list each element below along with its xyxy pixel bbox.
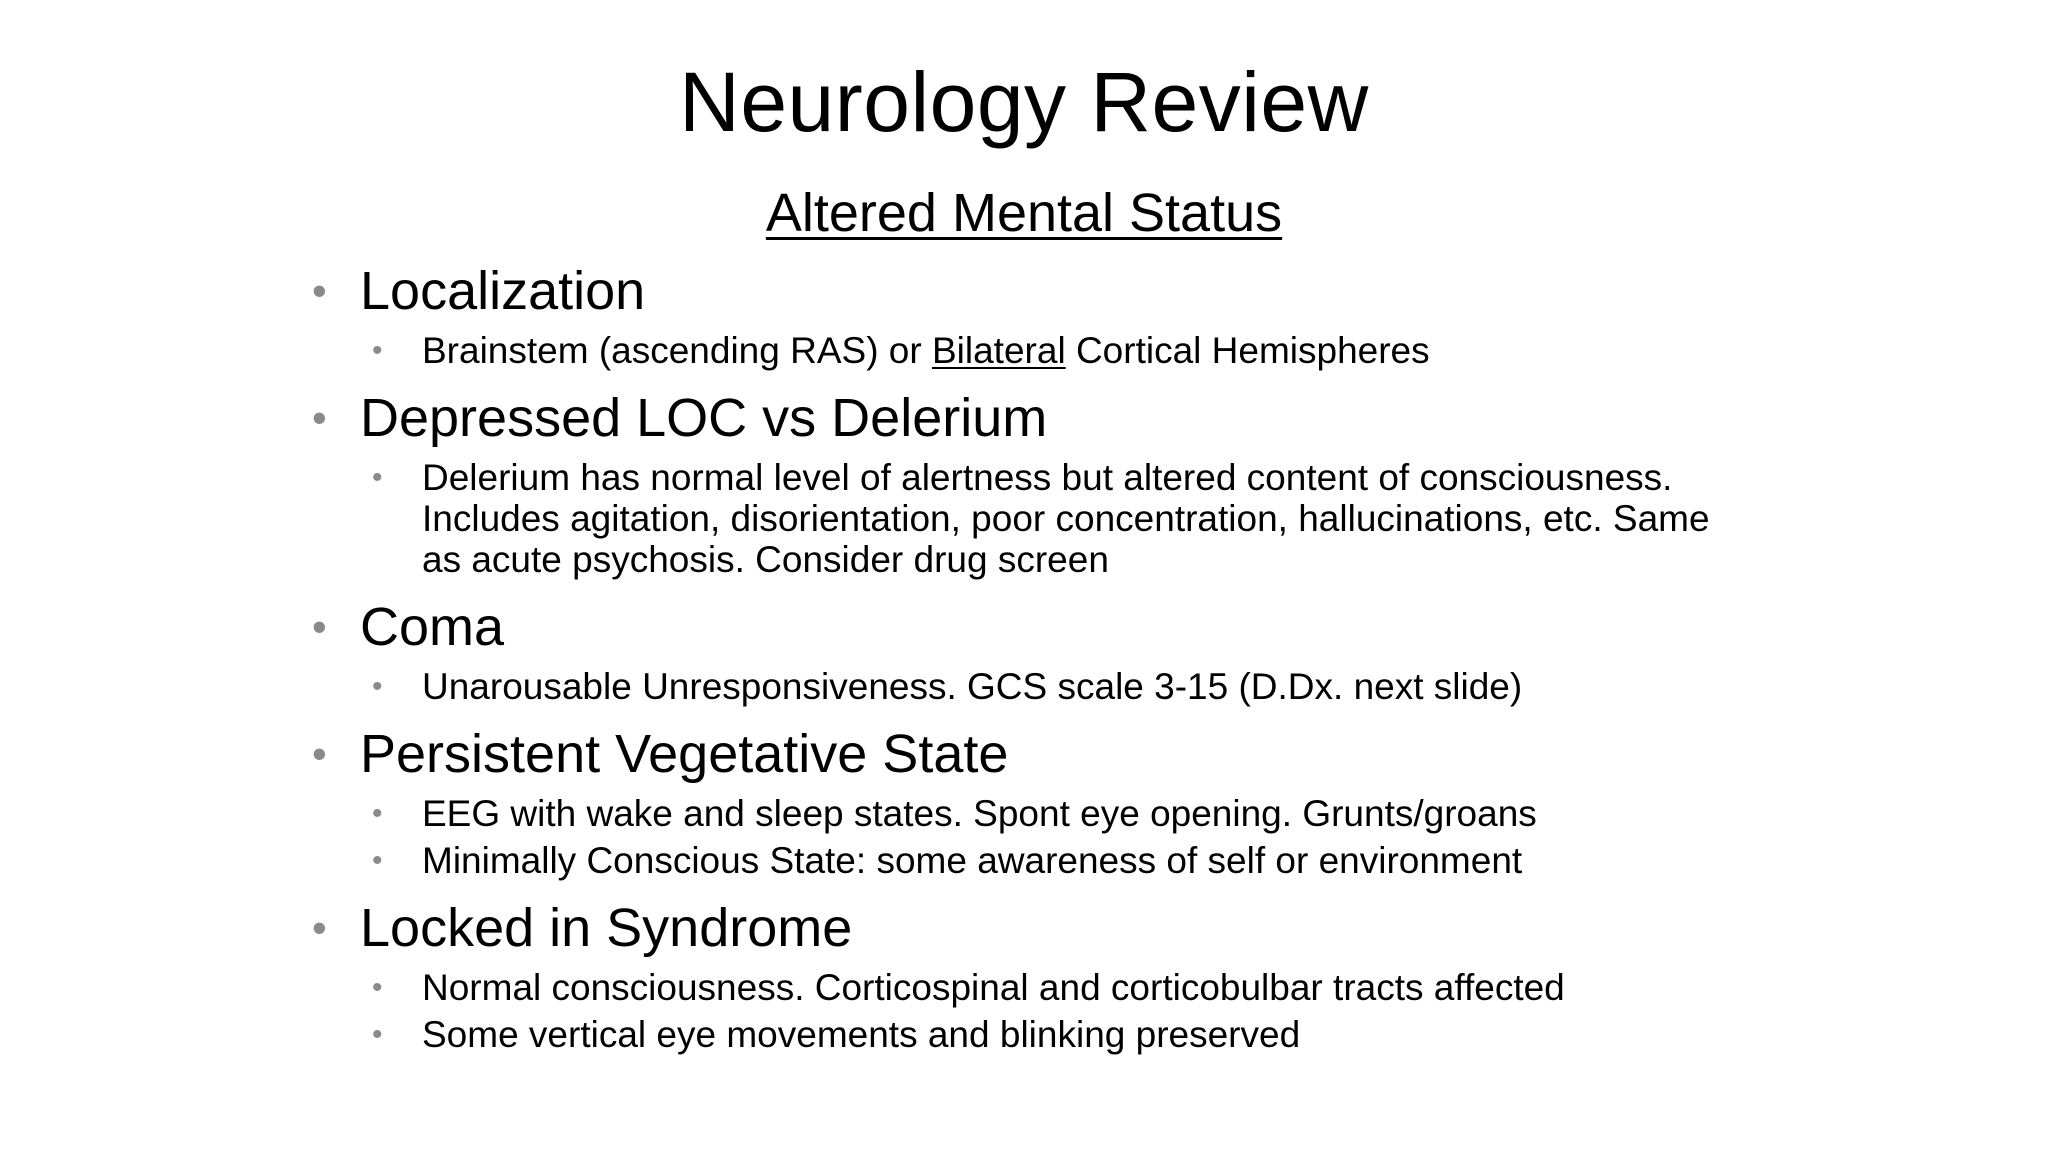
bullet-icon: • bbox=[312, 603, 327, 650]
list-item-text: EEG with wake and sleep states. Spont eye opening. Grunts/groans bbox=[422, 793, 1537, 834]
list-item-text: Minimally Conscious State: some awareness of self or environment bbox=[422, 840, 1523, 881]
section-coma bbox=[312, 594, 1752, 660]
section-heading: Coma bbox=[360, 597, 505, 657]
section-depressed-loc bbox=[312, 385, 1752, 451]
list-item bbox=[312, 793, 1752, 834]
list-item-text: Unarousable Unresponsiveness. GCS scale 3-15 (D.Dx. next slide) bbox=[422, 666, 1523, 707]
list-item bbox=[312, 330, 1752, 371]
section-locked-in-syndrome bbox=[312, 895, 1752, 961]
bullet-icon: • bbox=[372, 844, 383, 877]
bullet-icon: • bbox=[372, 971, 383, 1004]
bullet-icon: • bbox=[312, 394, 327, 441]
slide-title: Neurology Review bbox=[679, 55, 1369, 149]
list-item-text: Normal consciousness. Corticospinal and corticobulbar tracts affected bbox=[422, 967, 1565, 1008]
bullet-icon: • bbox=[312, 730, 327, 777]
section-heading: Persistent Vegetative State bbox=[360, 724, 1009, 784]
section-localization bbox=[312, 258, 1752, 324]
bullet-icon: • bbox=[372, 797, 383, 830]
list-item bbox=[312, 967, 1752, 1008]
slide-subtitle: Altered Mental Status bbox=[765, 183, 1283, 243]
list-item bbox=[312, 457, 1752, 580]
list-item-text: Brainstem (ascending RAS) or bbox=[422, 330, 932, 371]
bullet-icon: • bbox=[372, 670, 383, 703]
underlined-term: Bilateral bbox=[931, 330, 1066, 371]
bullet-icon: • bbox=[312, 267, 327, 314]
list-item bbox=[312, 1014, 1752, 1055]
section-heading: Depressed LOC vs Delerium bbox=[360, 388, 1048, 448]
bullet-list bbox=[312, 258, 1752, 1055]
list-item bbox=[312, 666, 1752, 707]
list-item bbox=[312, 840, 1752, 881]
section-heading: Localization bbox=[360, 261, 646, 321]
bullet-icon: • bbox=[372, 334, 383, 367]
list-item-text: Some vertical eye movements and blinking preserved bbox=[422, 1014, 1301, 1055]
section-persistent-vegetative-state bbox=[312, 721, 1752, 787]
bullet-icon: • bbox=[372, 461, 383, 494]
section-heading: Locked in Syndrome bbox=[360, 898, 853, 958]
bullet-icon: • bbox=[372, 1018, 383, 1051]
list-item-text: Delerium has normal level of alertness but altered content of consciousness. Includes agitation, disorientation, poor concentration, hallucinations, etc. Same as acute psychosis. Consider drug screen bbox=[422, 457, 1710, 580]
bullet-icon: • bbox=[312, 904, 327, 951]
list-item-text: Cortical Hemispheres bbox=[1065, 330, 1430, 371]
